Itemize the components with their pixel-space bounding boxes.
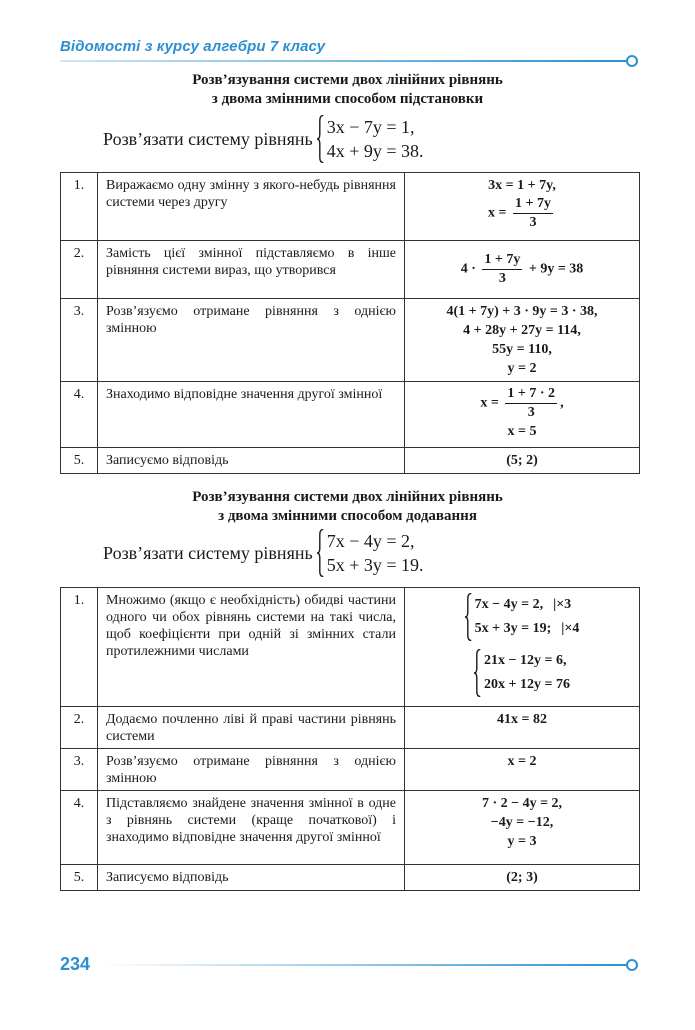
footer-rule-dot [626, 959, 638, 971]
system-multiplied [465, 593, 580, 641]
step-number: 5. [61, 865, 98, 891]
step-description: Записуємо відповідь [98, 865, 405, 891]
step-math: 41x = 82 [405, 707, 640, 749]
section1-eq1: 3x − 7y = 1, [326, 117, 415, 137]
fraction [505, 385, 557, 422]
section2-title-line1: Розв’язування системи двох лінійних рівнянь [192, 489, 503, 505]
step-math [405, 299, 640, 382]
brace-icon [474, 649, 481, 697]
fraction-numerator: 1 + 7 · 2 [505, 385, 557, 404]
system-eq: 7x − 4y = 2, [474, 597, 544, 612]
math-prefix: x = [480, 395, 499, 411]
step-number: 3. [61, 749, 98, 791]
section2-task [103, 528, 424, 578]
section1-task-label: Розв’язати систему рівнянь [103, 128, 313, 149]
math-line: 4 + 28y + 27y = 114, [463, 323, 581, 338]
section2-title-line2: з двома змінними способом додавання [218, 508, 477, 524]
math-line: −4y = −12, [490, 815, 554, 830]
step-number: 1. [61, 588, 98, 707]
section2-task-label: Розв’язати систему рівнянь [103, 542, 313, 563]
fraction-denominator: 3 [527, 405, 535, 420]
math-line: y = 3 [507, 834, 537, 849]
brace-icon [465, 593, 472, 641]
section2-system [317, 529, 424, 577]
math-prefix: 4 · [460, 261, 476, 277]
step-number: 1. [61, 173, 98, 241]
step-description: Додаємо почленно ліві й праві частини рівнянь системи [98, 707, 405, 749]
brace-icon [317, 529, 324, 577]
section1-eq2: 4x + 9y = 38. [326, 141, 424, 161]
header-rule [60, 60, 626, 62]
section2-eq1: 7x − 4y = 2, [326, 531, 415, 551]
multiplier-tag: |×4 [561, 621, 580, 636]
math-suffix: + 9y = 38 [528, 261, 584, 277]
step-description: Розв’язуємо отримане рівняння з однією змінною [98, 299, 405, 382]
step-math [405, 588, 640, 707]
step-description: Замість цієї змінної підставляємо в інше рівняння системи вираз, що утворився [98, 241, 405, 299]
step-description: Записуємо відповідь [98, 448, 405, 474]
math-line: x = 5 [507, 424, 537, 439]
section1-title-line1: Розв’язування системи двох лінійних рівнянь [192, 72, 503, 88]
math-line: y = 2 [507, 361, 537, 376]
section2-title [60, 488, 635, 526]
table-row [61, 749, 640, 791]
table-row [61, 241, 640, 299]
table-row [61, 791, 640, 865]
table-row [61, 382, 640, 448]
running-header: Відомості з курсу алгебри 7 класу [60, 38, 326, 55]
fraction [513, 195, 553, 232]
multiplier-tag: |×3 [553, 597, 572, 612]
step-description: Розв’язуємо отримане рівняння з однією змінною [98, 749, 405, 791]
math-line: 55y = 110, [492, 342, 552, 357]
section2-table [60, 587, 640, 891]
section1-title [60, 71, 635, 109]
fraction-numerator: 1 + 7y [482, 251, 522, 270]
system-eq: 21x − 12y = 6, [484, 653, 567, 668]
system-eq: 20x + 12y = 76 [484, 677, 570, 692]
math-line: 4(1 + 7y) + 3 · 9y = 3 · 38, [446, 304, 598, 319]
table-row [61, 448, 640, 474]
step-description: Підставляємо знайдене значення змінної в одне з рівнянь системи (краще початкової) і знаходимо відповідне значення другої змінної [98, 791, 405, 865]
section1-system [317, 115, 424, 163]
step-math [405, 241, 640, 299]
step-number: 5. [61, 448, 98, 474]
section1-table [60, 172, 640, 474]
step-math [405, 791, 640, 865]
system-eq: 5x + 3y = 19; [474, 621, 552, 636]
system-result [474, 649, 570, 697]
page-number: 234 [60, 954, 91, 974]
step-math: (2; 3) [405, 865, 640, 891]
fraction-denominator: 3 [529, 215, 537, 230]
step-number: 2. [61, 241, 98, 299]
math-suffix: , [560, 395, 564, 411]
table-row [61, 173, 640, 241]
step-number: 3. [61, 299, 98, 382]
math-prefix: x = [488, 205, 507, 221]
step-math [405, 173, 640, 241]
table-row [61, 299, 640, 382]
step-math: (5; 2) [405, 448, 640, 474]
header-rule-dot [626, 55, 638, 67]
fraction-numerator: 1 + 7y [513, 195, 553, 214]
table-row [61, 707, 640, 749]
math-line: 7 · 2 − 4y = 2, [481, 796, 563, 811]
step-number: 4. [61, 382, 98, 448]
section2-eq2: 5x + 3y = 19. [326, 555, 424, 575]
fraction [482, 251, 522, 288]
math-line: 3x = 1 + 7y, [488, 178, 556, 193]
footer-rule [100, 964, 626, 966]
step-description: Множимо (якщо є необхідність) обидві частини одного чи обох рівнянь системи на такі числа, щоб коефіцієнти при одній зі змінних стали протилежними числами [98, 588, 405, 707]
step-math: x = 2 [405, 749, 640, 791]
step-description: Виражаємо одну змінну з якого-небудь рівняння системи через другу [98, 173, 405, 241]
table-row [61, 865, 640, 891]
section1-task [103, 114, 424, 164]
step-math [405, 382, 640, 448]
brace-icon [317, 115, 324, 163]
fraction-denominator: 3 [498, 271, 506, 286]
section1-title-line2: з двома змінними способом підстановки [211, 91, 484, 107]
step-description: Знаходимо відповідне значення другої змінної [98, 382, 405, 448]
step-number: 2. [61, 707, 98, 749]
table-row [61, 588, 640, 707]
step-number: 4. [61, 791, 98, 865]
